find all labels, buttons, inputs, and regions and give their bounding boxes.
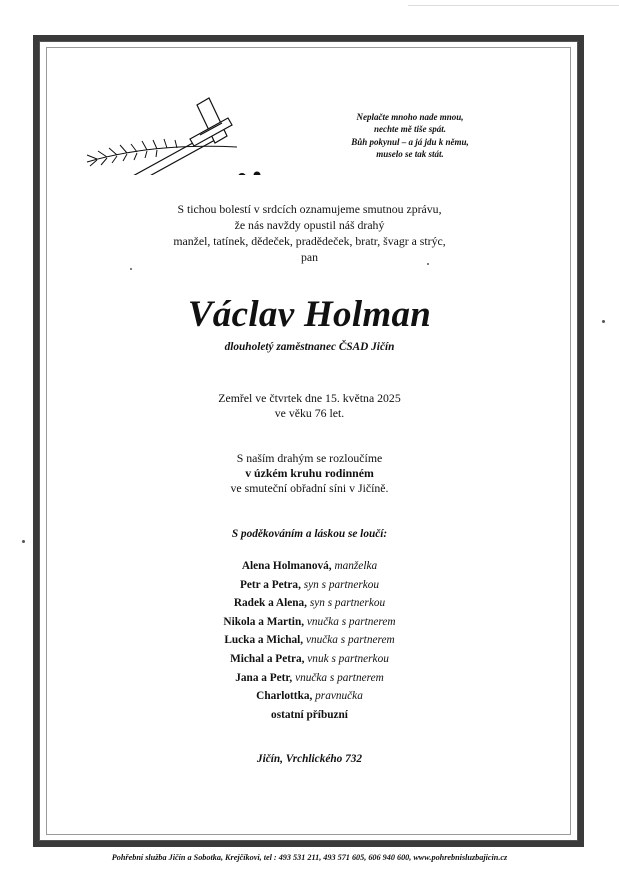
death-line: ve věku 76 let. — [274, 406, 345, 420]
intro-line: že nás navždy opustil náš drahý — [234, 218, 385, 232]
scan-speck — [427, 263, 429, 265]
list-item: Lucka a Michal, vnučka s partnerem — [224, 634, 395, 647]
list-item: Charlottka, pravnučka — [256, 690, 363, 703]
quote-line: nechte mě tiše spát. — [374, 124, 446, 135]
cross-with-palm-branch-icon — [52, 95, 262, 175]
list-item: Radek a Alena, syn s partnerkou — [233, 597, 386, 610]
announcement-text — [0, 201, 619, 265]
mourners-list — [0, 557, 619, 724]
list-item: ostatní příbuzní — [271, 708, 348, 721]
scan-speck — [602, 320, 605, 323]
quote-line: Bůh pokynul – a já jdu k němu, — [351, 136, 469, 147]
list-item: Alena Holmanová, manželka — [241, 560, 378, 572]
address: Jičín, Vrchlického 732 — [256, 753, 363, 765]
intro-line: pan — [300, 250, 319, 264]
farewell-line: ve smuteční obřadní síni v Jičíně. — [230, 481, 389, 495]
deceased-name: Václav Holman — [187, 294, 432, 335]
death-info — [0, 391, 619, 421]
farewell-line-bold: v úzkém kruhu rodinném — [245, 466, 374, 480]
funeral-service-footer: Pohřební služba Jičín a Sobotka, Krejčíkovi, tel : 493 531 211, 493 571 605, 606 940 600, www.pohrebnisluzbajicin.cz — [111, 853, 508, 862]
epitaph-quote — [320, 111, 500, 160]
list-item: Petr a Petra, syn s partnerkou — [239, 578, 380, 591]
scan-speck — [130, 268, 132, 270]
intro-line: manžel, tatínek, dědeček, pradědeček, bratr, švagr a strýc, — [173, 234, 446, 248]
quote-line: muselo se tak stát. — [376, 148, 444, 159]
list-item: Nikola a Martin, vnučka s partnerem — [223, 615, 396, 628]
quote-line: Neplačte mnoho nade mnou, — [356, 112, 464, 122]
scan-speck — [22, 540, 25, 543]
farewell-line: S naším drahým se rozloučíme — [236, 451, 383, 465]
list-item: Jana a Petr, vnučka s partnerem — [235, 671, 384, 684]
thanks-heading: S poděkováním a láskou se loučí: — [231, 528, 388, 540]
deceased-title: dlouholetý zaměstnanec ČSAD Jičín — [224, 341, 395, 353]
farewell-info — [0, 451, 619, 496]
list-item: Michal a Petra, vnuk s partnerkou — [230, 652, 389, 665]
scan-edge-line — [408, 5, 619, 6]
death-line: Zemřel ve čtvrtek dne 15. května 2025 — [218, 391, 401, 405]
intro-line: S tichou bolestí v srdcích oznamujeme smutnou zprávu, — [177, 202, 442, 216]
